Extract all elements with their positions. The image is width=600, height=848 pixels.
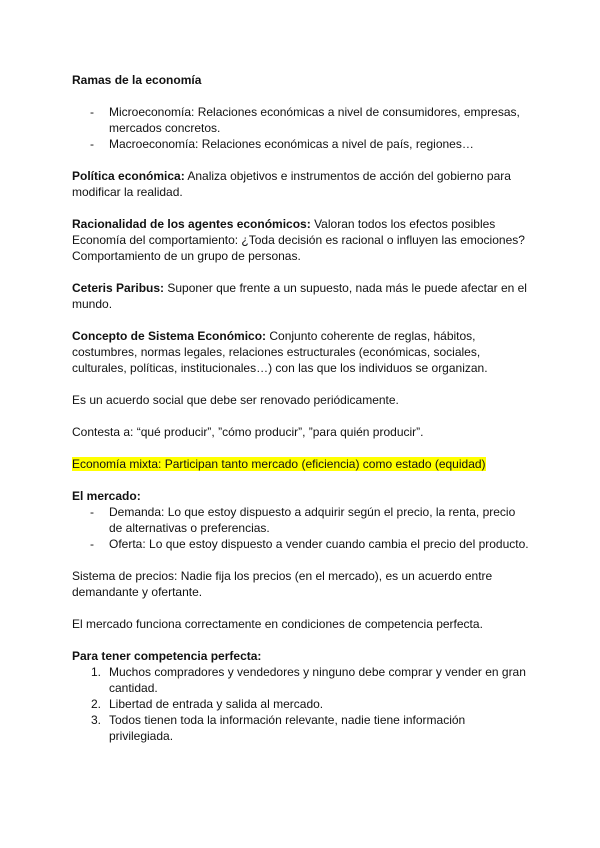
mercado-list xyxy=(72,504,530,552)
list-number: 2. xyxy=(91,697,102,711)
list-item-libertad xyxy=(72,696,530,712)
list-item-text: Libertad de entrada y salida al mercado. xyxy=(109,697,324,711)
competencia-heading: Para tener competencia perfecta: xyxy=(72,649,262,663)
ceteris-text: Suponer que frente a un supuesto, nada más le puede afectar en el mundo. xyxy=(72,281,527,311)
racionalidad-paragraph xyxy=(72,216,530,264)
contesta-paragraph: Contesta a: “qué producir”, ”cómo producir”, ”para quién producir”. xyxy=(72,425,424,439)
list-item-text: Muchos compradores y vendedores y ninguno debe comprar y vender en gran cantidad. xyxy=(109,665,526,695)
list-item-informacion xyxy=(72,712,530,744)
politica-text: Analiza objetivos e instrumentos de acción del gobierno para modificar la realidad. xyxy=(72,169,511,199)
list-item-oferta: - Oferta: Lo que estoy dispuesto a vender cuando cambia el precio del producto. xyxy=(72,536,530,552)
sistema-term: Concepto de Sistema Económico: xyxy=(72,329,267,343)
racionalidad-term: Racionalidad de los agentes económicos: xyxy=(72,217,311,231)
economia-mixta-paragraph xyxy=(72,456,530,472)
document-content xyxy=(72,72,530,744)
list-item-microeconomia: - Microeconomía: Relaciones económicas a nivel de consumidores, empresas, mercados concretos. xyxy=(72,104,530,136)
ceteris-paragraph xyxy=(72,280,530,312)
sistema-paragraph xyxy=(72,328,530,376)
list-item-demanda: - Demanda: Lo que estoy dispuesto a adquirir según el precio, la renta, precio de alternativas o preferencias. xyxy=(72,504,530,536)
list-item-compradores xyxy=(72,664,530,696)
mercado-heading: El mercado: xyxy=(72,489,141,503)
politica-paragraph xyxy=(72,168,530,200)
list-number: 1. xyxy=(91,665,102,679)
ramas-heading: Ramas de la economía xyxy=(72,73,202,87)
politica-term: Política económica: xyxy=(72,169,185,183)
ceteris-term: Ceteris Paribus: xyxy=(72,281,165,295)
sistema-precios-paragraph: Sistema de precios: Nadie fija los precios (en el mercado), es un acuerdo entre demandante y ofertante. xyxy=(72,569,493,599)
list-number: 3. xyxy=(91,713,102,727)
sistema-text: Conjunto coherente de reglas, hábitos, costumbres, normas legales, relaciones estructurales (económicas, sociales, culturales, políticas, institucionales…) con las que los individuos se organizan. xyxy=(72,329,488,375)
list-item-macroeconomia: - Macroeconomía: Relaciones económicas a nivel de país, regiones… xyxy=(72,136,530,152)
economia-mixta-highlight: Economía mixta: Participan tanto mercado (eficiencia) como estado (equidad) xyxy=(72,457,486,471)
racionalidad-text: Valoran todos los efectos posibles Economía del comportamiento: ¿Toda decisión es racional o influyen las emociones? Comportamiento de un grupo de personas. xyxy=(72,217,525,263)
competencia-list xyxy=(72,664,530,744)
ramas-list xyxy=(72,104,530,152)
list-item-text: Todos tienen toda la información relevante, nadie tiene información privilegiada. xyxy=(109,713,466,743)
acuerdo-paragraph: Es un acuerdo social que debe ser renovado periódicamente. xyxy=(72,393,399,407)
mercado-funciona-paragraph: El mercado funciona correctamente en condiciones de competencia perfecta. xyxy=(72,617,483,631)
